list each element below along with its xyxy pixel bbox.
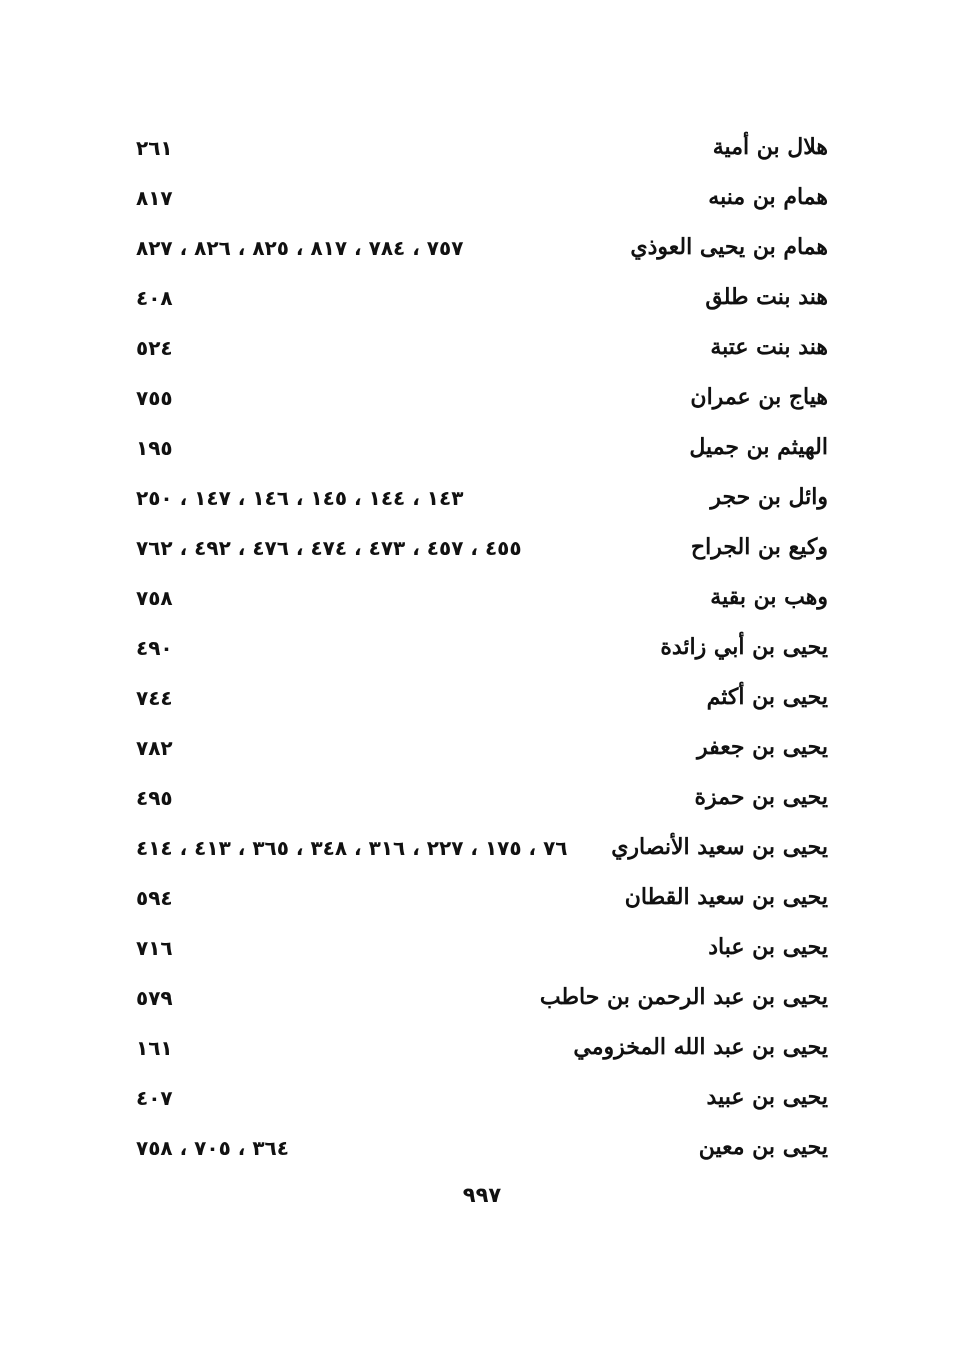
entry-name: هياج بن عمران bbox=[690, 384, 828, 410]
entry-page-refs: ٤٥٥ ، ٤٥٧ ، ٤٧٣ ، ٤٧٤ ، ٤٧٦ ، ٤٩٢ ، ٧٦٢ bbox=[136, 536, 522, 560]
entry-name: يحيى بن عباد bbox=[708, 934, 828, 960]
index-entry bbox=[0, 380, 964, 430]
index-entry bbox=[0, 980, 964, 1030]
page-number: ٩٩٧ bbox=[462, 1183, 502, 1207]
index-entry bbox=[0, 1030, 964, 1080]
entry-name: يحيى بن عبيد bbox=[706, 1084, 828, 1110]
index-entry bbox=[0, 630, 964, 680]
entry-page-refs: ٧٤٤ bbox=[136, 686, 173, 710]
entry-name: يحيى بن عبد الرحمن بن حاطب bbox=[539, 984, 828, 1010]
index-entry bbox=[0, 680, 964, 730]
index-entry bbox=[0, 1130, 964, 1180]
entry-page-refs: ٧١٦ bbox=[136, 936, 173, 960]
index-entry bbox=[0, 480, 964, 530]
entry-page-refs: ٨١٧ bbox=[136, 186, 173, 210]
entry-page-refs: ٤٩٥ bbox=[136, 786, 173, 810]
entry-page-refs: ١٩٥ bbox=[136, 436, 173, 460]
index-entry bbox=[0, 880, 964, 930]
entry-name: همام بن منبه bbox=[708, 184, 828, 210]
entry-name: يحيى بن معين bbox=[698, 1134, 828, 1160]
entry-name: يحيى بن سعيد الأنصاري bbox=[611, 834, 828, 860]
entry-page-refs: ١٤٣ ، ١٤٤ ، ١٤٥ ، ١٤٦ ، ١٤٧ ، ٢٥٠ bbox=[136, 486, 464, 510]
entry-name: يحيى بن حمزة bbox=[694, 784, 828, 810]
entry-name: هند بنت عتبة bbox=[710, 334, 828, 360]
entry-name: يحيى بن أبي زائدة bbox=[660, 634, 828, 660]
entry-page-refs: ٣٦٤ ، ٧٠٥ ، ٧٥٨ bbox=[136, 1136, 289, 1160]
index-entry bbox=[0, 130, 964, 180]
index-entry bbox=[0, 1080, 964, 1130]
index-entry bbox=[0, 180, 964, 230]
entry-name: يحيى بن جعفر bbox=[697, 734, 828, 760]
entry-name: هلال بن أمية bbox=[712, 134, 828, 160]
index-entry bbox=[0, 330, 964, 380]
entry-name: وهب بن بقية bbox=[710, 584, 828, 610]
entry-page-refs: ٢٦١ bbox=[136, 136, 173, 160]
entry-name: يحيى بن عبد الله المخزومي bbox=[573, 1034, 828, 1060]
entry-page-refs: ٧٥٥ bbox=[136, 386, 173, 410]
index-entry bbox=[0, 230, 964, 280]
entry-page-refs: ٤٩٠ bbox=[136, 636, 173, 660]
entry-name: وائل بن حجر bbox=[710, 484, 828, 510]
name-index-list bbox=[0, 130, 964, 1180]
entry-page-refs: ١٦١ bbox=[136, 1036, 173, 1060]
entry-name: همام بن يحيى العوذي bbox=[630, 234, 828, 260]
entry-page-refs: ٧٦ ، ١٧٥ ، ٢٢٧ ، ٣١٦ ، ٣٤٨ ، ٣٦٥ ، ٤١٣ ، ٤١٤ bbox=[136, 836, 568, 860]
index-entry bbox=[0, 280, 964, 330]
index-entry bbox=[0, 780, 964, 830]
entry-name: هند بنت طلق bbox=[705, 284, 828, 310]
entry-page-refs: ٤٠٨ bbox=[136, 286, 173, 310]
entry-page-refs: ٧٥٨ bbox=[136, 586, 173, 610]
index-entry bbox=[0, 730, 964, 780]
entry-name: يحيى بن أكثم bbox=[706, 684, 828, 710]
entry-page-refs: ٥٩٤ bbox=[136, 886, 173, 910]
entry-page-refs: ٧٥٧ ، ٧٨٤ ، ٨١٧ ، ٨٢٥ ، ٨٢٦ ، ٨٢٧ bbox=[136, 236, 464, 260]
entry-name: الهيثم بن جميل bbox=[689, 434, 828, 460]
index-entry bbox=[0, 530, 964, 580]
index-entry bbox=[0, 430, 964, 480]
entry-page-refs: ٧٨٢ bbox=[136, 736, 173, 760]
entry-name: وكيع بن الجراح bbox=[690, 534, 828, 560]
index-entry bbox=[0, 930, 964, 980]
entry-page-refs: ٥٧٩ bbox=[136, 986, 173, 1010]
index-entry bbox=[0, 580, 964, 630]
entry-page-refs: ٤٠٧ bbox=[136, 1086, 173, 1110]
index-entry bbox=[0, 830, 964, 880]
entry-page-refs: ٥٢٤ bbox=[136, 336, 173, 360]
entry-name: يحيى بن سعيد القطان bbox=[624, 884, 828, 910]
